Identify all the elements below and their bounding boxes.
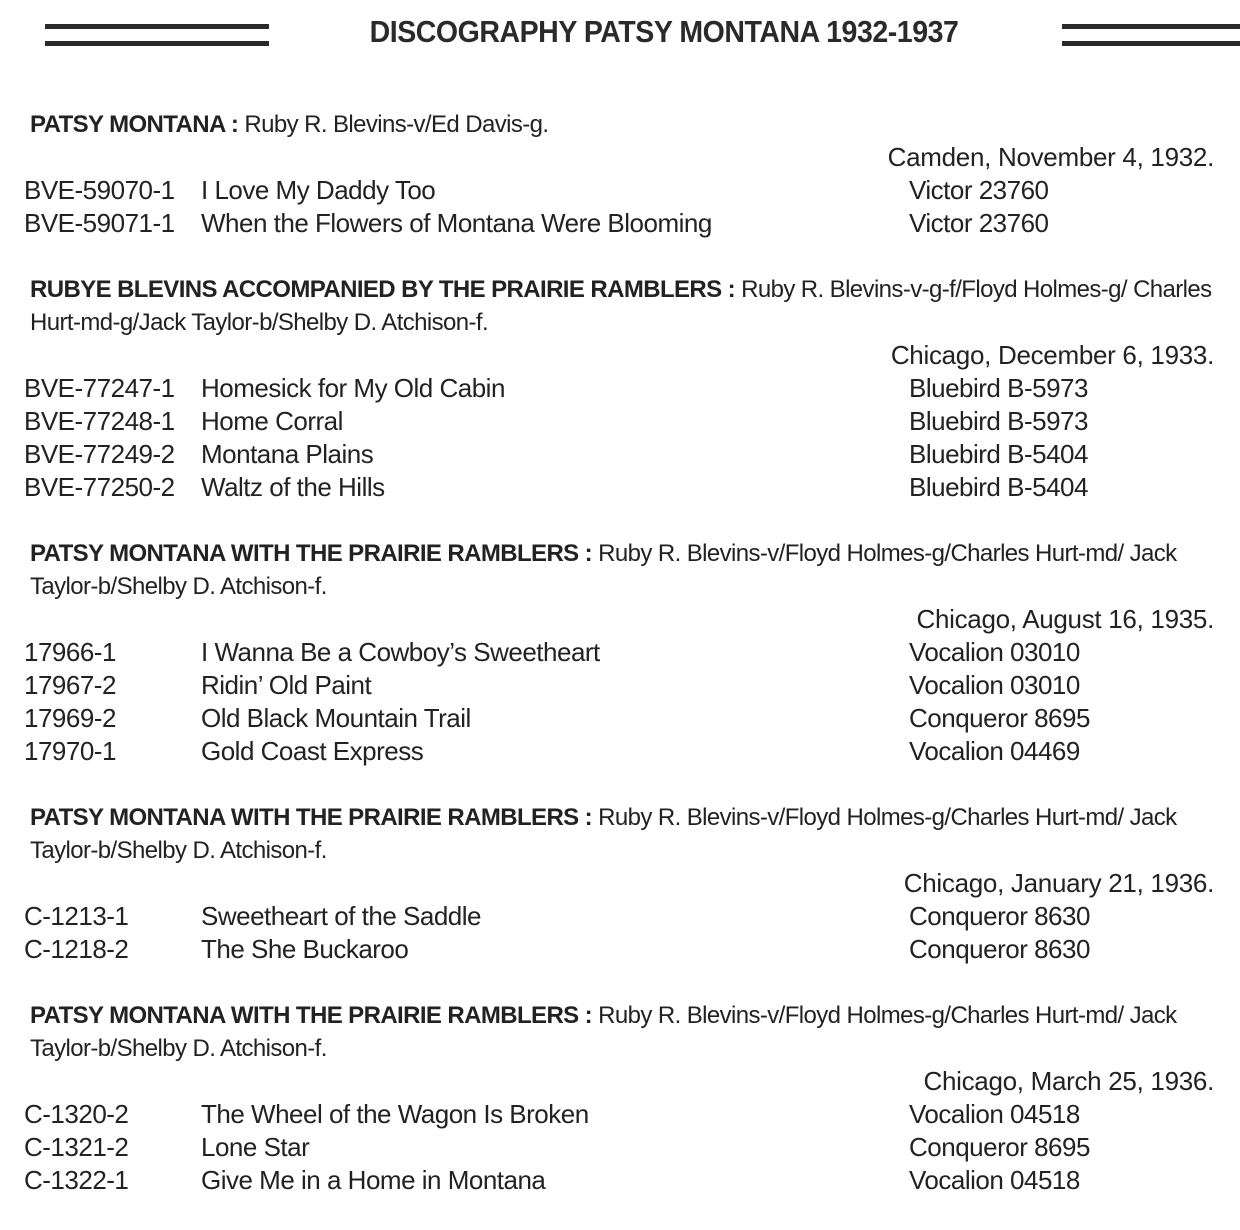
session-header: [0, 108, 1240, 141]
track-row: [0, 735, 1240, 768]
session-place-date: Chicago, March 25, 1936.: [923, 1066, 1214, 1096]
track-title: Old Black Mountain Trail: [201, 703, 471, 733]
session: [0, 273, 1240, 504]
session: [0, 801, 1240, 966]
session-header: [0, 801, 1240, 867]
session-place-date: Camden, November 4, 1932.: [887, 142, 1214, 172]
track-matrix: C-1213-1: [24, 901, 129, 931]
track-matrix: 17970-1: [24, 736, 116, 766]
track-title: Ridin’ Old Paint: [201, 670, 372, 700]
track-matrix: C-1321-2: [24, 1132, 129, 1162]
track-matrix: BVE-59070-1: [24, 175, 175, 205]
track-row: [0, 636, 1240, 669]
track-title: The Wheel of the Wagon Is Broken: [201, 1099, 589, 1129]
track-matrix: BVE-77247-1: [24, 373, 175, 403]
session-artist: RUBYE BLEVINS ACCOMPANIED BY THE PRAIRIE RAMBLERS :: [30, 276, 736, 303]
track-title: Home Corral: [201, 406, 343, 436]
track-matrix: 17969-2: [24, 703, 116, 733]
title-bar: [0, 14, 1240, 54]
track-matrix: C-1218-2: [24, 934, 129, 964]
track-title: Waltz of the Hills: [201, 472, 385, 502]
track-label: Vocalion 04518: [909, 1165, 1080, 1195]
session: [0, 999, 1240, 1197]
track-matrix: BVE-77249-2: [24, 439, 175, 469]
track-label: Vocalion 03010: [909, 637, 1080, 667]
session-personnel: Ruby R. Blevins-v-g-f/Floyd Holmes-g/ Charles Hurt-md-g/Jack Taylor-b/Shelby D. Atchison-f.: [30, 276, 1212, 336]
track-label: Bluebird B-5973: [909, 406, 1088, 436]
track-matrix: C-1320-2: [24, 1099, 129, 1129]
track-matrix: BVE-77250-2: [24, 472, 175, 502]
session-place-date: Chicago, January 21, 1936.: [903, 868, 1214, 898]
track-label: Conqueror 8630: [909, 934, 1090, 964]
track-row: [0, 702, 1240, 735]
session-place-date: Chicago, December 6, 1933.: [890, 340, 1214, 370]
track-title: The She Buckaroo: [201, 934, 409, 964]
track-title: I Wanna Be a Cowboy’s Sweetheart: [201, 637, 600, 667]
session-personnel: Ruby R. Blevins-v/Floyd Holmes-g/Charles Hurt-md/ Jack Taylor-b/Shelby D. Atchison-f.: [30, 1002, 1177, 1062]
track-row: [0, 1131, 1240, 1164]
session: [0, 108, 1240, 240]
track-matrix: C-1322-1: [24, 1165, 129, 1195]
track-row: [0, 933, 1240, 966]
session-header: [0, 537, 1240, 603]
track-row: [0, 669, 1240, 702]
session-artist: PATSY MONTANA WITH THE PRAIRIE RAMBLERS :: [30, 1002, 593, 1029]
track-row: [0, 1098, 1240, 1131]
session: [0, 537, 1240, 768]
track-title: Gold Coast Express: [201, 736, 424, 766]
track-title: When the Flowers of Montana Were Blooming: [201, 208, 712, 238]
page-title: DISCOGRAPHY PATSY MONTANA 1932-1937: [369, 14, 959, 49]
track-label: Vocalion 04469: [909, 736, 1080, 766]
track-title: Sweetheart of the Saddle: [201, 901, 481, 931]
track-row: [0, 471, 1240, 504]
session-personnel: Ruby R. Blevins-v/Floyd Holmes-g/Charles Hurt-md/ Jack Taylor-b/Shelby D. Atchison-f.: [30, 804, 1177, 864]
session-header: [0, 999, 1240, 1065]
session-place-date: Chicago, August 16, 1935.: [916, 604, 1214, 634]
track-title: Give Me in a Home in Montana: [201, 1165, 546, 1195]
track-row: [0, 207, 1240, 240]
track-row: [0, 174, 1240, 207]
discography-list: [0, 108, 1240, 1230]
track-matrix: BVE-77248-1: [24, 406, 175, 436]
track-label: Conqueror 8695: [909, 1132, 1090, 1162]
track-matrix: BVE-59071-1: [24, 208, 175, 238]
track-row: [0, 438, 1240, 471]
track-label: Bluebird B-5404: [909, 439, 1088, 469]
session-personnel: Ruby R. Blevins-v/Ed Davis-g.: [244, 111, 549, 138]
track-label: Conqueror 8695: [909, 703, 1090, 733]
session-artist: PATSY MONTANA WITH THE PRAIRIE RAMBLERS :: [30, 540, 593, 567]
track-row: [0, 372, 1240, 405]
track-title: I Love My Daddy Too: [201, 175, 436, 205]
track-label: Vocalion 03010: [909, 670, 1080, 700]
track-row: [0, 1164, 1240, 1197]
track-matrix: 17966-1: [24, 637, 116, 667]
session-artist: PATSY MONTANA WITH THE PRAIRIE RAMBLERS :: [30, 804, 593, 831]
track-title: Lone Star: [201, 1132, 310, 1162]
track-title: Montana Plains: [201, 439, 374, 469]
track-title: Homesick for My Old Cabin: [201, 373, 505, 403]
title-rule-right: [1062, 24, 1240, 46]
session-artist: PATSY MONTANA :: [30, 111, 239, 138]
track-label: Bluebird B-5404: [909, 472, 1088, 502]
track-label: Victor 23760: [909, 175, 1049, 205]
track-label: Bluebird B-5973: [909, 373, 1088, 403]
track-label: Vocalion 04518: [909, 1099, 1080, 1129]
track-matrix: 17967-2: [24, 670, 116, 700]
track-row: [0, 405, 1240, 438]
session-header: [0, 273, 1240, 339]
session-personnel: Ruby R. Blevins-v/Floyd Holmes-g/Charles Hurt-md/ Jack Taylor-b/Shelby D. Atchison-f.: [30, 540, 1177, 600]
track-label: Victor 23760: [909, 208, 1049, 238]
track-row: [0, 900, 1240, 933]
track-label: Conqueror 8630: [909, 901, 1090, 931]
